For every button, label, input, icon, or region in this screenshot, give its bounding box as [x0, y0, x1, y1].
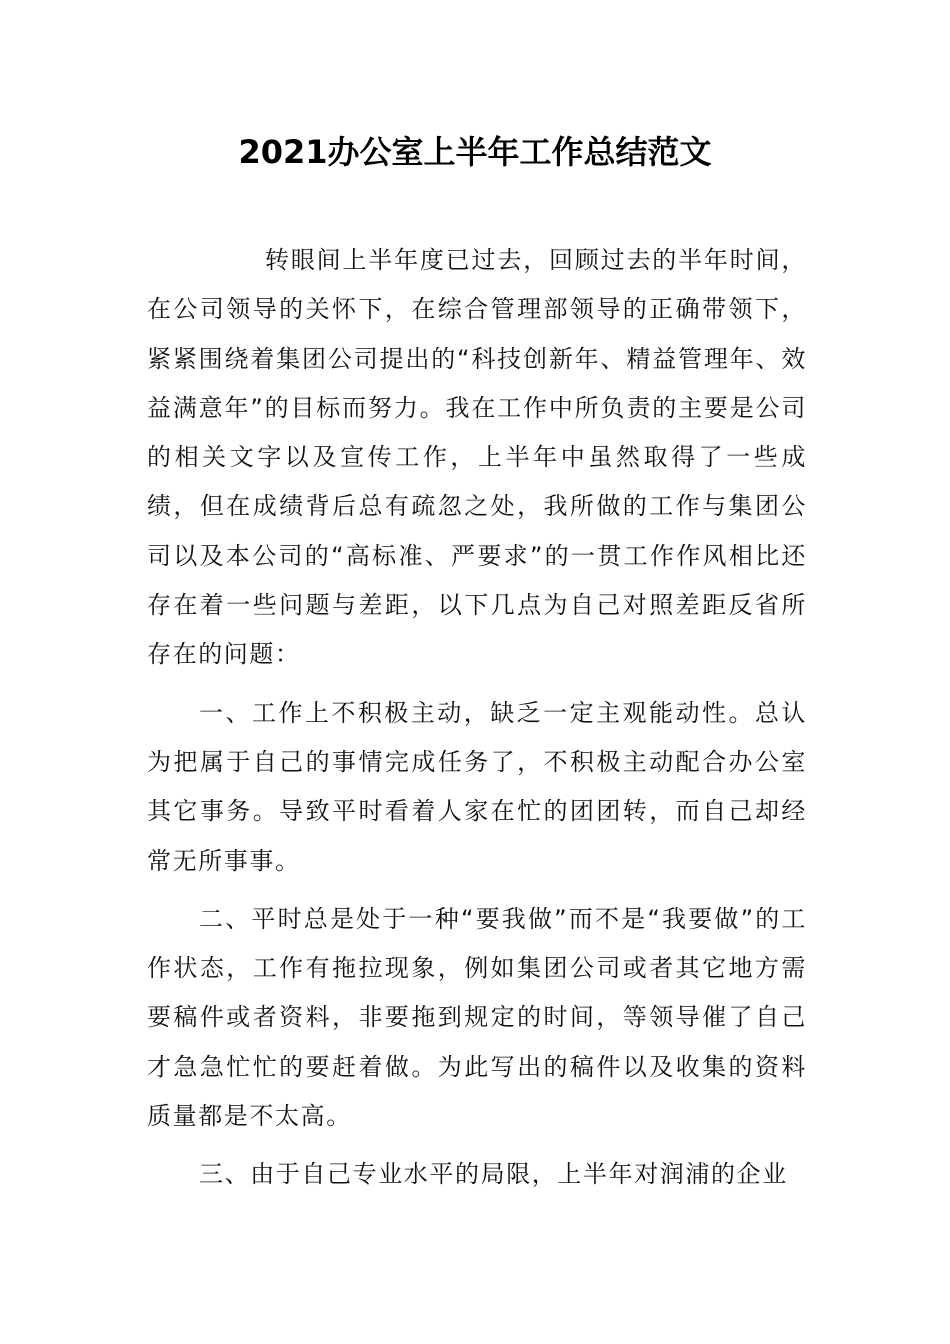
paragraph-intro: 转眼间上半年度已过去，回顾过去的半年时间，在公司领导的关怀下，在综合管理部领导的正确带领下，紧紧围绕着集团公司提出的“科技创新年、精益管理年、效益满意年”的目标而努力。我在工作中所负责的主要是公司的相关文字以及宣传工作，上半年中虽然取得了一些成绩，但在成绩背后总有疏忽之处，我所做的工作与集团公司以及本公司的“高标准、严要求”的一贯工作作风相比还存在着一些问题与差距，以下几点为自己对照差距反省所存在的问题：	[147, 246, 807, 669]
document-body	[147, 236, 807, 1200]
document-title: 2021办公室上半年工作总结范文	[238, 133, 712, 171]
paragraph-point-2: 二、平时总是处于一种“要我做”而不是“我要做”的工作状态，工作有拖拉现象，例如集团公司或者其它地方需要稿件或者资料，非要拖到规定的时间，等领导催了自己才急急忙忙的要赶着做。为此写出的稿件以及收集的资料质量都是不太高。	[147, 904, 807, 1131]
paragraph-point-3: 三、由于自己专业水平的局限，上半年对润浦的企业	[199, 1160, 788, 1189]
paragraph-point-1: 一、工作上不积极主动，缺乏一定主观能动性。总认为把属于自己的事情完成任务了，不积极主动配合办公室其它事务。导致平时看着人家在忙的团团转，而自己却经常无所事事。	[147, 698, 807, 875]
